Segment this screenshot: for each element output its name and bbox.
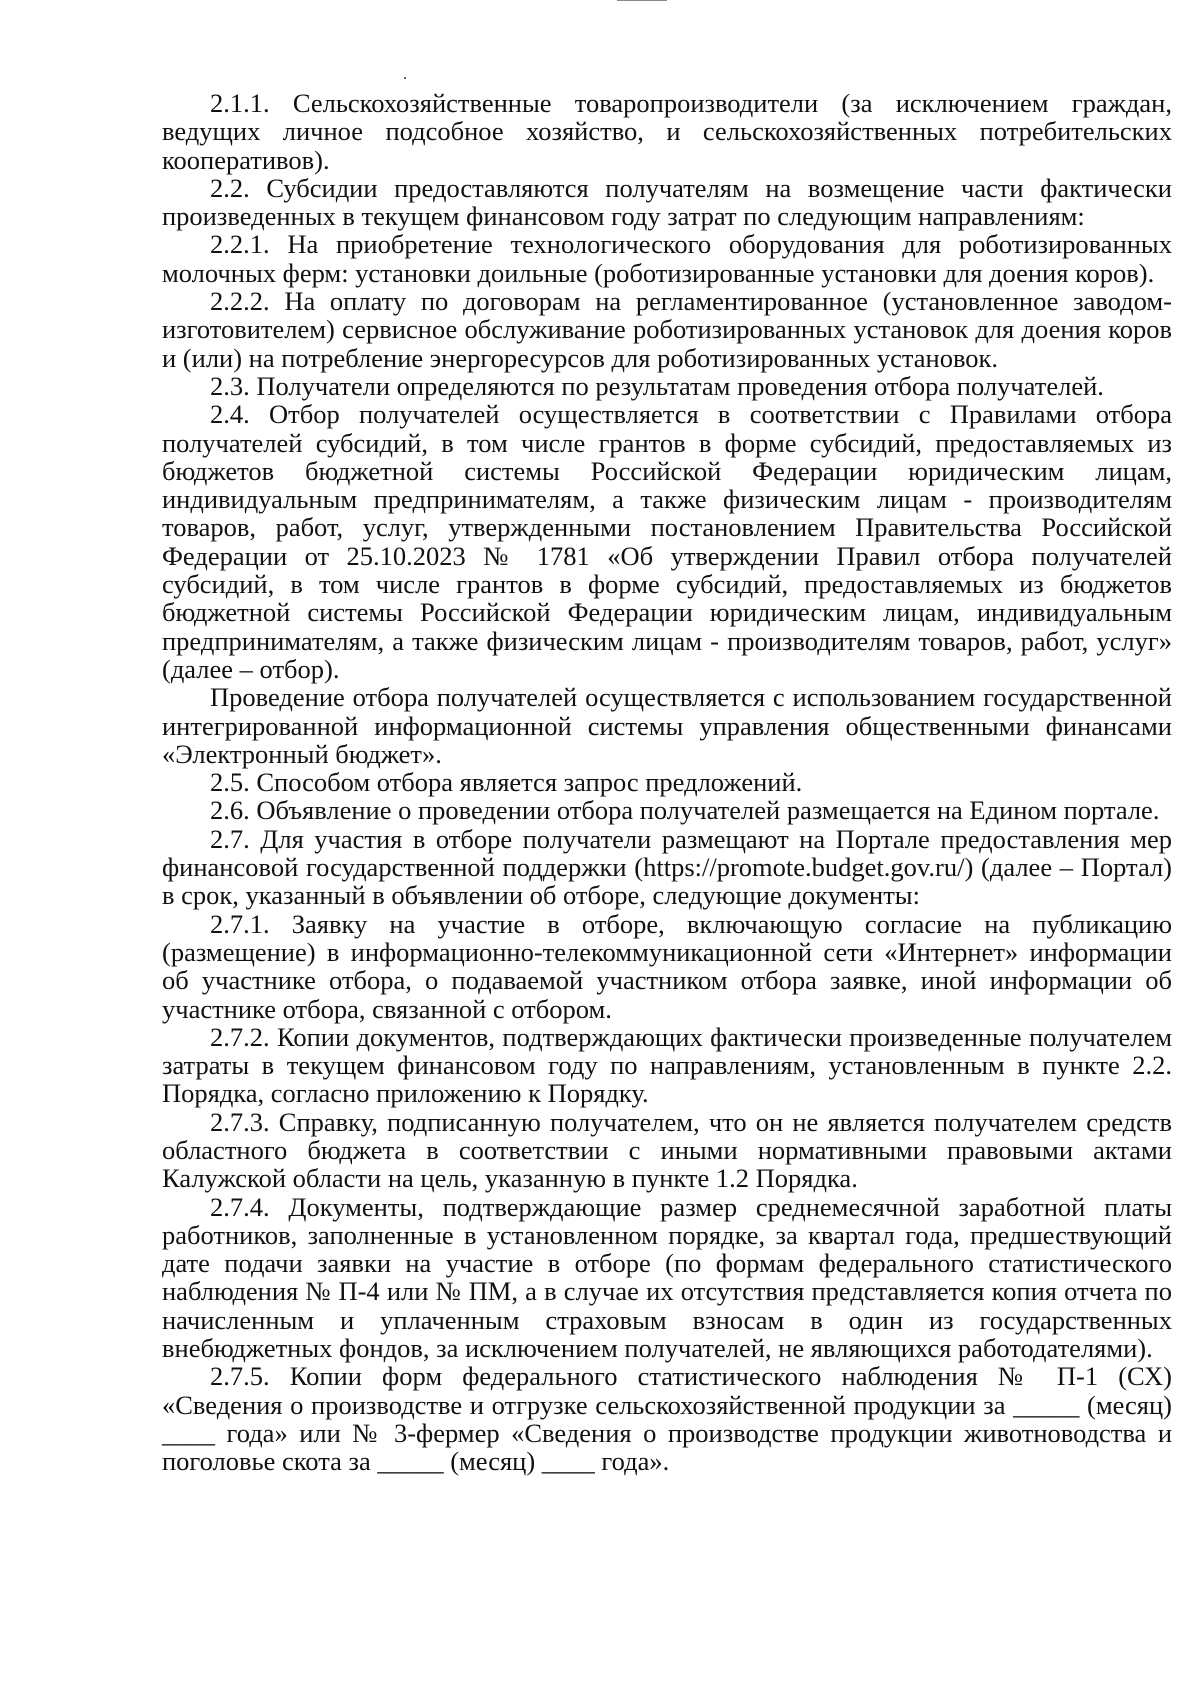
paragraph-2-5: 2.5. Способом отбора является запрос предложений. bbox=[210, 767, 803, 798]
paragraph-2-7-2: 2.7.2. Копии документов, подтверждающих фактически произведенные получателем затраты в текущем финансовом году по направлениям, установленным в пункте 2.2. Порядка, согласно приложению к Порядку. bbox=[162, 1021, 1172, 1109]
paragraph-2-6: 2.6. Объявление о проведении отбора получателей размещается на Едином портале. bbox=[210, 795, 1160, 826]
page-top-mark bbox=[617, 0, 667, 1]
paragraph-2-4: 2.4. Отбор получателей осуществляется в соответствии с Правилами отбора получателей субсидий, в том числе грантов в форме субсидий, предоставляемых из бюджетов бюджетной системы Российской Федерации юридическим лицам, индивидуальным предпринимателям, а также физическим лицам - производителям товаров, работ, услуг, утвержденными постановлением Правительства Российской Федерации от 25.10.2023 № 1781 «Об утверждении Правил отбора получателей субсидий, в том числе грантов в форме субсидий, предоставляемых из бюджетов бюджетной системы Российской Федерации юридическим лицам, индивидуальным предпринимателям, а также физическим лицам - производителям товаров, работ, услуг» (далее – отбор). bbox=[162, 399, 1172, 684]
paragraph-2-7-1: 2.7.1. Заявку на участие в отборе, включающую согласие на публикацию (размещение) в информационно-телекоммуникационной сети «Интернет» информации об участнике отбора, о подаваемой участником отбора заявке, иной информации об участнике отбора, связанной с отбором. bbox=[162, 908, 1172, 1024]
document-body bbox=[162, 89, 1172, 1476]
scan-dot bbox=[404, 77, 406, 79]
paragraph-electronic-budget: Проведение отбора получателей осуществляется с использованием государственной интегрированной информационной системы управления общественными финансами «Электронный бюджет». bbox=[162, 682, 1172, 769]
paragraph-2-2-2: 2.2.2. На оплату по договорам на регламентированное (установленное заводом-изготовителем) сервисное обслуживание роботизированных установок для доения коров и (или) на потребление энергоресурсов для роботизированных установок. bbox=[162, 286, 1172, 373]
paragraph-2-7-5: 2.7.5. Копии форм федерального статистического наблюдения № П-1 (СХ) «Сведения о производстве и отгрузке сельскохозяйственной продукции за _____ (месяц) ____ года» или № 3-фермер «Сведения о производстве продукции животноводства и поголовье скота за _____ (месяц) ____ года». bbox=[162, 1361, 1172, 1477]
paragraph-2-7-4: 2.7.4. Документы, подтверждающие размер среднемесячной заработной платы работников, заполненные в установленном порядке, за квартал года, предшествующий дате подачи заявки на участие в отборе (по формам федерального статистического наблюдения № П-4 или № ПМ, а в случае их отсутствия представляется копия отчета по начисленным и уплаченным страховым взносам в один из государственных внебюджетных фондов, за исключением получателей, не являющихся работодателями). bbox=[162, 1191, 1172, 1364]
paragraph-2-2-1: 2.2.1. На приобретение технологического оборудования для роботизированных молочных ферм: установки доильные (роботизированные установки для доения коров). bbox=[162, 229, 1172, 288]
paragraph-2-2: 2.2. Субсидии предоставляются получателям на возмещение части фактически произведенных в текущем финансовом году затрат по следующим направлениям: bbox=[162, 172, 1172, 232]
paragraph-2-7-3: 2.7.3. Справку, подписанную получателем, что он не является получателем средств областного бюджета в соответствии с иными нормативными правовыми актами Калужской области на цель, указанную в пункте 1.2 Порядка. bbox=[162, 1106, 1172, 1194]
paragraph-2-7: 2.7. Для участия в отборе получатели размещают на Портале предоставления мер финансовой государственной поддержки (https://promote.budget.gov.ru/) (далее – Портал) в срок, указанный в объявлении об отборе, следующие документы: bbox=[162, 823, 1172, 911]
paragraph-2-3: 2.3. Получатели определяются по результатам проведения отбора получателей. bbox=[210, 370, 1104, 401]
paragraph-2-1-1: 2.1.1. Сельскохозяйственные товаропроизводители (за исключением граждан, ведущих личное подсобное хозяйство, и сельскохозяйственных потребительских кооперативов). bbox=[162, 88, 1172, 175]
